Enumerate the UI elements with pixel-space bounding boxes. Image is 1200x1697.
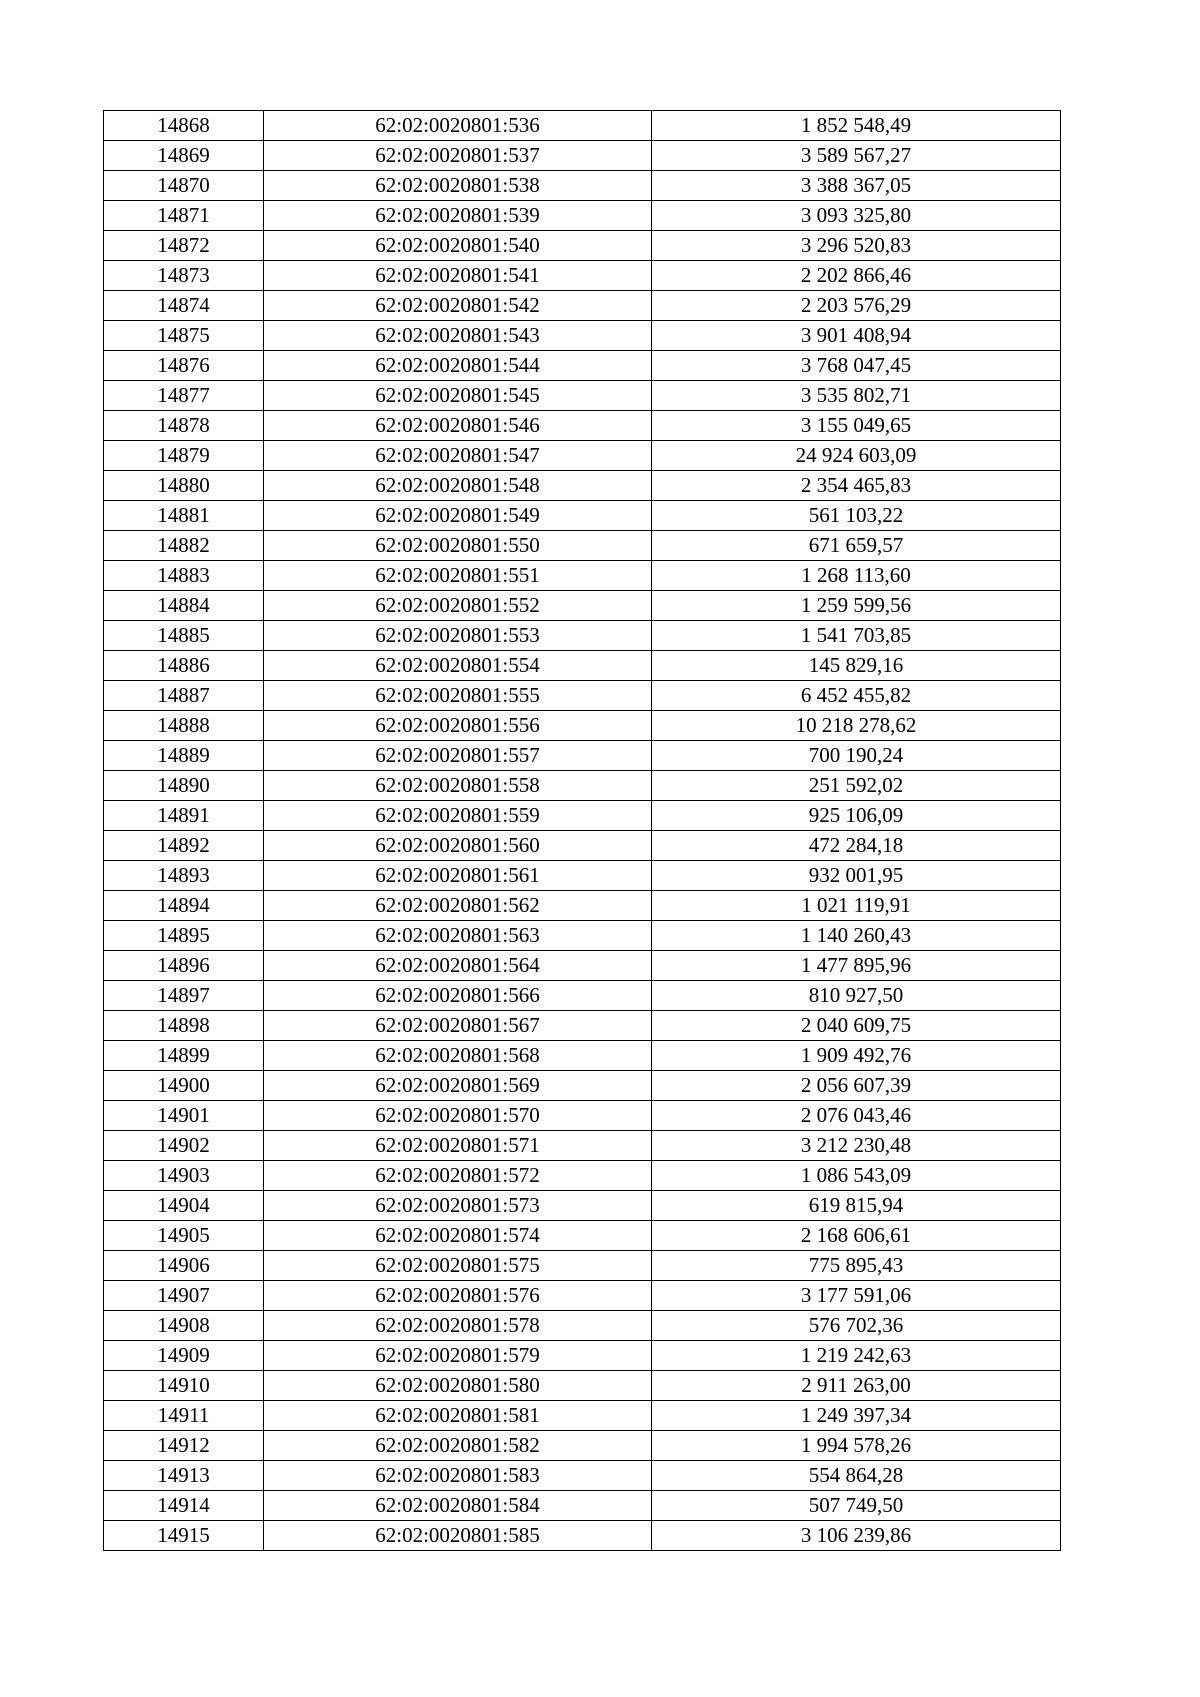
- table-row: [104, 681, 1061, 711]
- table-row: [104, 141, 1061, 171]
- cadastral-value-cell: 3 388 367,05: [652, 171, 1061, 201]
- table-row: [104, 1101, 1061, 1131]
- cadastral-number-cell: 62:02:0020801:538: [264, 171, 652, 201]
- cadastral-number-cell: 62:02:0020801:572: [264, 1161, 652, 1191]
- row-number-cell: 14880: [104, 471, 264, 501]
- table-row: [104, 1011, 1061, 1041]
- cadastral-value-cell: 1 249 397,34: [652, 1401, 1061, 1431]
- row-number-cell: 14906: [104, 1251, 264, 1281]
- cadastral-number-cell: 62:02:0020801:562: [264, 891, 652, 921]
- table-row: [104, 501, 1061, 531]
- table-row: [104, 951, 1061, 981]
- table-row: [104, 651, 1061, 681]
- cadastral-number-cell: 62:02:0020801:584: [264, 1491, 652, 1521]
- cadastral-number-cell: 62:02:0020801:553: [264, 621, 652, 651]
- cadastral-value-cell: 1 259 599,56: [652, 591, 1061, 621]
- cadastral-number-cell: 62:02:0020801:541: [264, 261, 652, 291]
- row-number-cell: 14881: [104, 501, 264, 531]
- row-number-cell: 14897: [104, 981, 264, 1011]
- table-row: [104, 471, 1061, 501]
- table-row: [104, 111, 1061, 141]
- cadastral-value-cell: 3 296 520,83: [652, 231, 1061, 261]
- cadastral-number-cell: 62:02:0020801:585: [264, 1521, 652, 1551]
- cadastral-value-cell: 472 284,18: [652, 831, 1061, 861]
- row-number-cell: 14877: [104, 381, 264, 411]
- cadastral-value-cell: 3 901 408,94: [652, 321, 1061, 351]
- table-row: [104, 1041, 1061, 1071]
- cadastral-value-cell: 3 535 802,71: [652, 381, 1061, 411]
- table-row: [104, 861, 1061, 891]
- cadastral-number-cell: 62:02:0020801:571: [264, 1131, 652, 1161]
- table-row: [104, 1191, 1061, 1221]
- table-row: [104, 711, 1061, 741]
- table-row: [104, 1431, 1061, 1461]
- cadastral-value-cell: 2 076 043,46: [652, 1101, 1061, 1131]
- table-row: [104, 411, 1061, 441]
- cadastral-value-cell: 3 768 047,45: [652, 351, 1061, 381]
- cadastral-value-cell: 3 212 230,48: [652, 1131, 1061, 1161]
- cadastral-value-cell: 1 477 895,96: [652, 951, 1061, 981]
- cadastral-number-cell: 62:02:0020801:554: [264, 651, 652, 681]
- cadastral-value-table: [103, 110, 1061, 1551]
- cadastral-number-cell: 62:02:0020801:551: [264, 561, 652, 591]
- row-number-cell: 14871: [104, 201, 264, 231]
- table-row: [104, 1251, 1061, 1281]
- cadastral-number-cell: 62:02:0020801:582: [264, 1431, 652, 1461]
- cadastral-value-cell: 2 354 465,83: [652, 471, 1061, 501]
- table-row: [104, 321, 1061, 351]
- cadastral-value-cell: 810 927,50: [652, 981, 1061, 1011]
- row-number-cell: 14889: [104, 741, 264, 771]
- row-number-cell: 14869: [104, 141, 264, 171]
- row-number-cell: 14915: [104, 1521, 264, 1551]
- cadastral-number-cell: 62:02:0020801:576: [264, 1281, 652, 1311]
- table-row: [104, 171, 1061, 201]
- cadastral-number-cell: 62:02:0020801:556: [264, 711, 652, 741]
- row-number-cell: 14887: [104, 681, 264, 711]
- cadastral-value-cell: 2 056 607,39: [652, 1071, 1061, 1101]
- cadastral-number-cell: 62:02:0020801:581: [264, 1401, 652, 1431]
- cadastral-number-cell: 62:02:0020801:580: [264, 1371, 652, 1401]
- cadastral-value-cell: 2 168 606,61: [652, 1221, 1061, 1251]
- row-number-cell: 14893: [104, 861, 264, 891]
- cadastral-number-cell: 62:02:0020801:547: [264, 441, 652, 471]
- table-row: [104, 621, 1061, 651]
- cadastral-number-cell: 62:02:0020801:543: [264, 321, 652, 351]
- table-row: [104, 351, 1061, 381]
- table-row: [104, 291, 1061, 321]
- cadastral-number-cell: 62:02:0020801:563: [264, 921, 652, 951]
- cadastral-value-cell: 932 001,95: [652, 861, 1061, 891]
- table-row: [104, 981, 1061, 1011]
- row-number-cell: 14879: [104, 441, 264, 471]
- table-row: [104, 441, 1061, 471]
- cadastral-value-cell: 3 155 049,65: [652, 411, 1061, 441]
- cadastral-number-cell: 62:02:0020801:558: [264, 771, 652, 801]
- cadastral-value-cell: 3 177 591,06: [652, 1281, 1061, 1311]
- cadastral-number-cell: 62:02:0020801:546: [264, 411, 652, 441]
- cadastral-value-cell: 3 106 239,86: [652, 1521, 1061, 1551]
- row-number-cell: 14908: [104, 1311, 264, 1341]
- cadastral-number-cell: 62:02:0020801:568: [264, 1041, 652, 1071]
- cadastral-number-cell: 62:02:0020801:578: [264, 1311, 652, 1341]
- cadastral-number-cell: 62:02:0020801:564: [264, 951, 652, 981]
- cadastral-number-cell: 62:02:0020801:579: [264, 1341, 652, 1371]
- cadastral-number-cell: 62:02:0020801:536: [264, 111, 652, 141]
- table-row: [104, 1221, 1061, 1251]
- cadastral-number-cell: 62:02:0020801:539: [264, 201, 652, 231]
- row-number-cell: 14910: [104, 1371, 264, 1401]
- table-row: [104, 1371, 1061, 1401]
- cadastral-value-cell: 2 202 866,46: [652, 261, 1061, 291]
- cadastral-value-cell: 1 086 543,09: [652, 1161, 1061, 1191]
- cadastral-value-cell: 700 190,24: [652, 741, 1061, 771]
- table-row: [104, 771, 1061, 801]
- cadastral-value-cell: 24 924 603,09: [652, 441, 1061, 471]
- cadastral-value-cell: 671 659,57: [652, 531, 1061, 561]
- table-row: [104, 831, 1061, 861]
- cadastral-number-cell: 62:02:0020801:548: [264, 471, 652, 501]
- cadastral-value-cell: 1 219 242,63: [652, 1341, 1061, 1371]
- row-number-cell: 14900: [104, 1071, 264, 1101]
- row-number-cell: 14873: [104, 261, 264, 291]
- cadastral-number-cell: 62:02:0020801:573: [264, 1191, 652, 1221]
- cadastral-value-cell: 1 994 578,26: [652, 1431, 1061, 1461]
- cadastral-number-cell: 62:02:0020801:540: [264, 231, 652, 261]
- row-number-cell: 14907: [104, 1281, 264, 1311]
- cadastral-number-cell: 62:02:0020801:567: [264, 1011, 652, 1041]
- cadastral-value-cell: 576 702,36: [652, 1311, 1061, 1341]
- cadastral-number-cell: 62:02:0020801:566: [264, 981, 652, 1011]
- cadastral-value-cell: 1 268 113,60: [652, 561, 1061, 591]
- cadastral-value-cell: 145 829,16: [652, 651, 1061, 681]
- row-number-cell: 14868: [104, 111, 264, 141]
- table-row: [104, 231, 1061, 261]
- table-row: [104, 741, 1061, 771]
- cadastral-number-cell: 62:02:0020801:542: [264, 291, 652, 321]
- cadastral-value-cell: 2 911 263,00: [652, 1371, 1061, 1401]
- cadastral-value-cell: 507 749,50: [652, 1491, 1061, 1521]
- row-number-cell: 14888: [104, 711, 264, 741]
- table-row: [104, 891, 1061, 921]
- cadastral-value-cell: 925 106,09: [652, 801, 1061, 831]
- row-number-cell: 14899: [104, 1041, 264, 1071]
- table-row: [104, 591, 1061, 621]
- table-row: [104, 1341, 1061, 1371]
- cadastral-number-cell: 62:02:0020801:537: [264, 141, 652, 171]
- table-row: [104, 531, 1061, 561]
- cadastral-number-cell: 62:02:0020801:575: [264, 1251, 652, 1281]
- table-row: [104, 1521, 1061, 1551]
- table-body: [104, 111, 1061, 1551]
- row-number-cell: 14911: [104, 1401, 264, 1431]
- row-number-cell: 14894: [104, 891, 264, 921]
- table-row: [104, 801, 1061, 831]
- table-row: [104, 1131, 1061, 1161]
- cadastral-value-cell: 619 815,94: [652, 1191, 1061, 1221]
- row-number-cell: 14903: [104, 1161, 264, 1191]
- table-row: [104, 1311, 1061, 1341]
- cadastral-number-cell: 62:02:0020801:561: [264, 861, 652, 891]
- row-number-cell: 14891: [104, 801, 264, 831]
- row-number-cell: 14870: [104, 171, 264, 201]
- cadastral-value-cell: 775 895,43: [652, 1251, 1061, 1281]
- table-row: [104, 201, 1061, 231]
- row-number-cell: 14882: [104, 531, 264, 561]
- cadastral-number-cell: 62:02:0020801:544: [264, 351, 652, 381]
- row-number-cell: 14875: [104, 321, 264, 351]
- table-row: [104, 921, 1061, 951]
- row-number-cell: 14886: [104, 651, 264, 681]
- row-number-cell: 14901: [104, 1101, 264, 1131]
- cadastral-number-cell: 62:02:0020801:550: [264, 531, 652, 561]
- row-number-cell: 14905: [104, 1221, 264, 1251]
- row-number-cell: 14885: [104, 621, 264, 651]
- row-number-cell: 14898: [104, 1011, 264, 1041]
- table-row: [104, 1461, 1061, 1491]
- table-row: [104, 1491, 1061, 1521]
- row-number-cell: 14874: [104, 291, 264, 321]
- cadastral-value-cell: 1 852 548,49: [652, 111, 1061, 141]
- table-row: [104, 1401, 1061, 1431]
- row-number-cell: 14895: [104, 921, 264, 951]
- cadastral-value-cell: 554 864,28: [652, 1461, 1061, 1491]
- row-number-cell: 14890: [104, 771, 264, 801]
- cadastral-number-cell: 62:02:0020801:560: [264, 831, 652, 861]
- row-number-cell: 14896: [104, 951, 264, 981]
- table-row: [104, 261, 1061, 291]
- cadastral-value-cell: 1 909 492,76: [652, 1041, 1061, 1071]
- table-row: [104, 1161, 1061, 1191]
- cadastral-value-cell: 6 452 455,82: [652, 681, 1061, 711]
- table-row: [104, 1281, 1061, 1311]
- row-number-cell: 14902: [104, 1131, 264, 1161]
- cadastral-number-cell: 62:02:0020801:545: [264, 381, 652, 411]
- cadastral-value-cell: 3 093 325,80: [652, 201, 1061, 231]
- cadastral-value-cell: 561 103,22: [652, 501, 1061, 531]
- row-number-cell: 14876: [104, 351, 264, 381]
- cadastral-value-cell: 2 203 576,29: [652, 291, 1061, 321]
- row-number-cell: 14892: [104, 831, 264, 861]
- cadastral-number-cell: 62:02:0020801:549: [264, 501, 652, 531]
- table-row: [104, 381, 1061, 411]
- cadastral-number-cell: 62:02:0020801:559: [264, 801, 652, 831]
- row-number-cell: 14884: [104, 591, 264, 621]
- table-row: [104, 1071, 1061, 1101]
- cadastral-value-cell: 2 040 609,75: [652, 1011, 1061, 1041]
- cadastral-value-cell: 3 589 567,27: [652, 141, 1061, 171]
- cadastral-value-cell: 251 592,02: [652, 771, 1061, 801]
- row-number-cell: 14909: [104, 1341, 264, 1371]
- row-number-cell: 14883: [104, 561, 264, 591]
- cadastral-number-cell: 62:02:0020801:552: [264, 591, 652, 621]
- cadastral-value-cell: 1 541 703,85: [652, 621, 1061, 651]
- cadastral-number-cell: 62:02:0020801:570: [264, 1101, 652, 1131]
- cadastral-value-cell: 10 218 278,62: [652, 711, 1061, 741]
- cadastral-number-cell: 62:02:0020801:557: [264, 741, 652, 771]
- row-number-cell: 14913: [104, 1461, 264, 1491]
- cadastral-number-cell: 62:02:0020801:569: [264, 1071, 652, 1101]
- row-number-cell: 14904: [104, 1191, 264, 1221]
- cadastral-number-cell: 62:02:0020801:555: [264, 681, 652, 711]
- row-number-cell: 14872: [104, 231, 264, 261]
- row-number-cell: 14914: [104, 1491, 264, 1521]
- table-row: [104, 561, 1061, 591]
- row-number-cell: 14912: [104, 1431, 264, 1461]
- cadastral-value-cell: 1 140 260,43: [652, 921, 1061, 951]
- cadastral-number-cell: 62:02:0020801:583: [264, 1461, 652, 1491]
- row-number-cell: 14878: [104, 411, 264, 441]
- cadastral-value-cell: 1 021 119,91: [652, 891, 1061, 921]
- cadastral-number-cell: 62:02:0020801:574: [264, 1221, 652, 1251]
